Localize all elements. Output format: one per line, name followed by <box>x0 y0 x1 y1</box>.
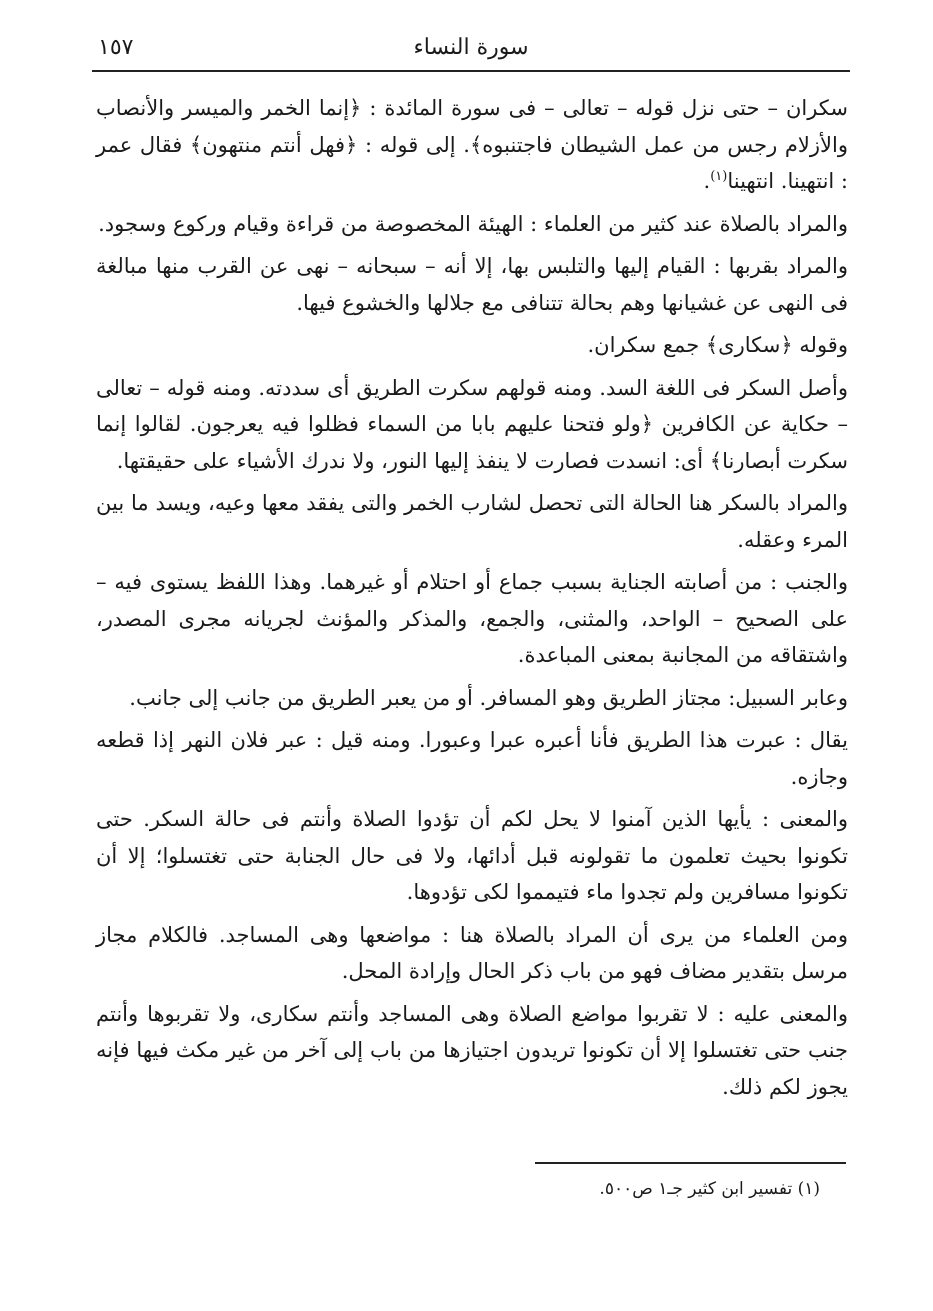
footnote-rule <box>535 1162 846 1164</box>
footnote: (١) تفسير ابن كثير جـ١ ص٥٠٠. <box>599 1179 820 1199</box>
footnote-reference: (١) <box>710 169 728 184</box>
paragraph-8: وعابر السبيل: مجتاز الطريق وهو المسافر. أو من يعبر الطريق من جانب إلى جانب. <box>129 685 848 710</box>
paragraph-1-end: . <box>703 169 711 193</box>
page-number: ١٥٧ <box>98 35 134 60</box>
paragraph-12: والمعنى عليه : لا تقربوا مواضع الصلاة وهى المساجد وأنتم سكارى، ولا تقربوها وأنتم جنب حتى تغتسلوا إلا أن تكونوا تريدون اجتيازها من باب إلى آخر من غير مكث فيها فإنه يجوز لكم ذلك. <box>96 1001 848 1099</box>
surah-title: سورة النساء <box>413 35 529 60</box>
paragraph-6: والمراد بالسكر هنا الحالة التى تحصل لشارب الخمر والتى يفقد معها وعيه، ويسد ما بين المرء وعقله. <box>96 491 848 552</box>
paragraph-7: والجنب : من أصابته الجناية بسبب جماع أو احتلام أو غيرهما. وهذا اللفظ يستوى فيه – على الصحيح – الواحد، والمثنى، والجمع، والمذكر والمؤنث لجريانه مجرى المصدر، واشتقاقه من المجانبة بمعنى المباعدة. <box>96 570 848 667</box>
paragraph-11: ومن العلماء من يرى أن المراد بالصلاة هنا : مواضعها وهى المساجد. فالكلام مجاز مرسل بتقدير مضاف فهو من باب ذكر الحال وإرادة المحل. <box>96 922 848 983</box>
paragraph-1 <box>96 90 848 200</box>
paragraph-9: يقال : عبرت هذا الطريق فأنا أعبره عبرا وعبورا. ومنه قيل : عبر فلان النهر إذا قطعه وجازه. <box>96 728 848 789</box>
paragraph-5: وأصل السكر فى اللغة السد. ومنه قولهم سكرت الطريق أى سددته. ومنه قوله – تعالى – حكاية عن الكافرين ﴿ولو فتحنا عليهم بابا من السماء فظلوا فيه يعرجون. لقالوا إنما سكرت أبصارنا﴾ أى: انسدت فصارت لا ينفذ إليها النور، ولا ندرك الأشياء على حقيقتها. <box>96 375 848 473</box>
paragraph-1-text: سكران – حتى نزل قوله – تعالى – فى سورة المائدة : ﴿إنما الخمر والميسر والأنصاب والأزلام رجس من عمل الشيطان فاجتنبوه﴾. إلى قوله : ﴿فهل أنتم منتهون﴾ فقال عمر : انتهينا. انتهينا <box>96 96 848 193</box>
paragraph-10: والمعنى : يأيها الذين آمنوا لا يحل لكم أن تؤدوا الصلاة وأنتم فى حالة السكر. حتى تكونوا بحيث تعلمون ما تقولونه قبل أدائها، ولا فى حال الجنابة حتى تغتسلوا؛ إلا أن تكونوا مسافرين ولم تجدوا ماء فتيمموا لكى تؤدوها. <box>96 807 848 904</box>
header-rule <box>92 70 850 72</box>
paragraph-4: وقوله ﴿سكارى﴾ جمع سكران. <box>587 333 848 357</box>
body-text <box>96 90 848 1111</box>
page-header <box>92 26 850 72</box>
paragraph-2: والمراد بالصلاة عند كثير من العلماء : الهيئة المخصوصة من قراءة وقيام وركوع وسجود. <box>98 211 848 236</box>
paragraph-3: والمراد بقربها : القيام إليها والتلبس بها، إلا أنه – سبحانه – نهى عن القرب منها مبالغة فى النهى عن غشيانها وهم بحالة تتنافى مع جلالها والخشوع فيها. <box>96 254 848 315</box>
